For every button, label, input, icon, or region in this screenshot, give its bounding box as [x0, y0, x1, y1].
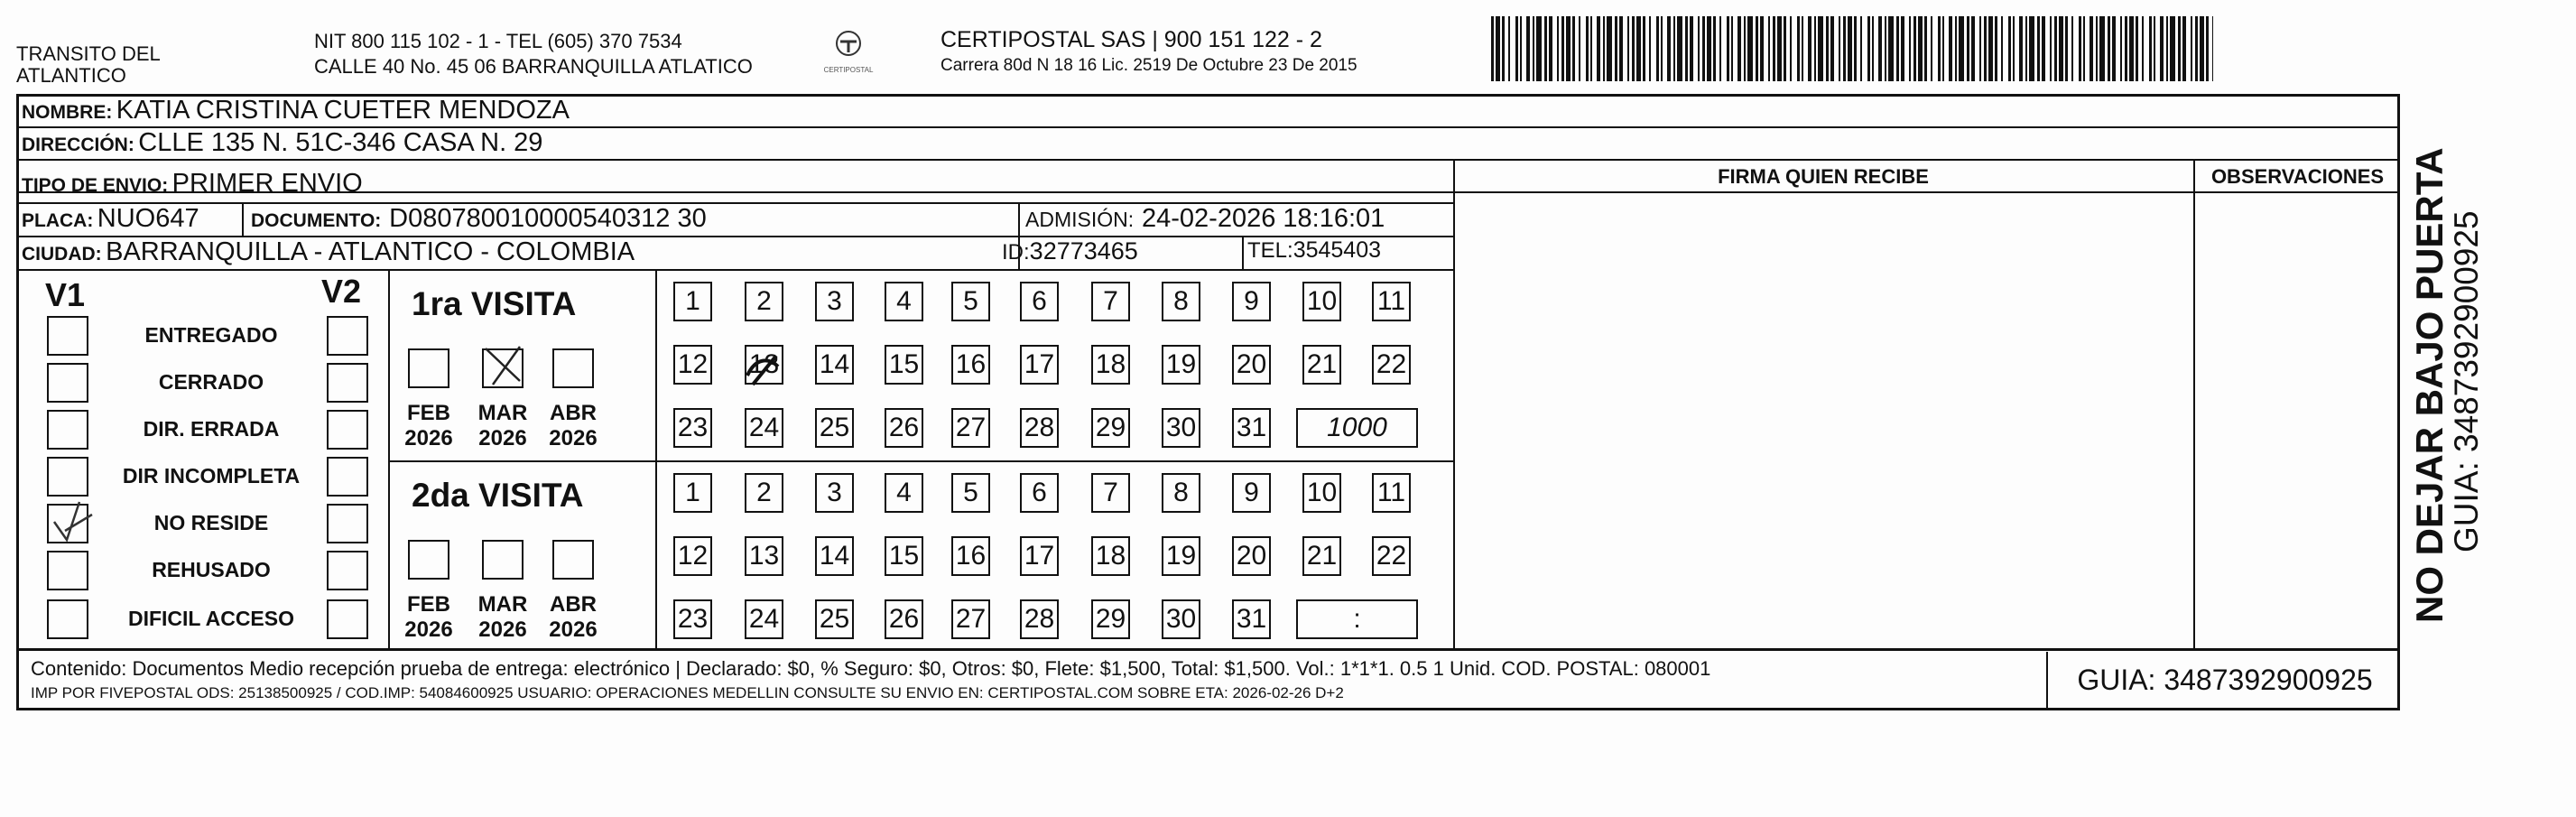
day-box[interactable]: 20	[1232, 345, 1271, 385]
day-box[interactable]: 28	[1020, 599, 1059, 639]
status-label: REHUSADO	[152, 558, 271, 581]
day-box[interactable]: 12	[673, 536, 712, 576]
day-box[interactable]: 15	[885, 536, 923, 576]
day-box[interactable]: 14	[815, 536, 854, 576]
handwritten-day-mark	[742, 348, 787, 394]
day-box[interactable]: 7	[1091, 473, 1130, 513]
day-box[interactable]: 15	[885, 345, 923, 385]
day-box[interactable]: 16	[951, 345, 990, 385]
day-box[interactable]: 28	[1020, 408, 1059, 448]
day-box[interactable]: 24	[745, 408, 783, 448]
nombre-value: KATIA CRISTINA CUETER MENDOZA	[116, 96, 570, 125]
day-box[interactable]: 22	[1372, 345, 1411, 385]
status-v1-checkbox[interactable]	[47, 599, 88, 639]
day-box[interactable]: 13	[745, 536, 783, 576]
footer-print-line: IMP POR FIVEPOSTAL ODS: 25138500925 / COD.IMP: 54084600925 USUARIO: OPERACIONES MEDELLIN CONSULTE SU ENVIO EN: CERTIPOSTAL.COM SOBRE ETA: 2026-02-26 D+2	[31, 684, 1344, 701]
status-label: ENTREGADO	[144, 323, 278, 347]
status-v1-checkbox[interactable]	[47, 551, 88, 590]
day-box[interactable]: 27	[951, 599, 990, 639]
day-box[interactable]: 30	[1162, 408, 1200, 448]
month-label: MAR 2026	[477, 401, 528, 450]
day-box[interactable]: 2	[745, 282, 783, 321]
ciudad-row	[22, 237, 635, 267]
status-v2-checkbox[interactable]	[327, 599, 368, 639]
day-box[interactable]: 5	[951, 282, 990, 321]
day-box[interactable]: 25	[815, 408, 854, 448]
day-box[interactable]: 23	[673, 599, 712, 639]
placa-value: NUO647	[97, 204, 199, 233]
admision-label: ADMISIÓN:	[1025, 208, 1135, 231]
day-box[interactable]: 30	[1162, 599, 1200, 639]
time-box[interactable]: 1000	[1296, 408, 1418, 448]
svg-text:CERTIPOSTAL: CERTIPOSTAL	[823, 66, 874, 74]
documento-label: DOCUMENTO:	[251, 210, 382, 231]
month-checkbox[interactable]	[552, 540, 594, 580]
day-box[interactable]: 10	[1302, 473, 1341, 513]
direccion-row	[22, 128, 542, 158]
placa-label: PLACA:	[22, 210, 94, 231]
visit-title: 1ra VISITA	[412, 285, 577, 322]
id-value: 32773465	[1029, 237, 1138, 265]
sender-address-line: CALLE 40 No. 45 06 BARRANQUILLA ATLATICO	[314, 55, 753, 78]
day-box[interactable]: 19	[1162, 536, 1200, 576]
day-box[interactable]: 12	[673, 345, 712, 385]
day-box[interactable]: 1	[673, 282, 712, 321]
day-box[interactable]: 2	[745, 473, 783, 513]
guia-number: GUIA: 3487392900925	[2046, 652, 2402, 708]
day-box[interactable]: 31	[1232, 408, 1271, 448]
status-label: DIFICIL ACCESO	[127, 607, 294, 630]
status-v2-checkbox[interactable]	[327, 504, 368, 543]
day-box[interactable]: 29	[1091, 599, 1130, 639]
status-label: DIR INCOMPLETA	[122, 464, 301, 487]
status-v1-checkbox[interactable]	[47, 410, 88, 450]
day-box[interactable]: 31	[1232, 599, 1271, 639]
status-v2-checkbox[interactable]	[327, 410, 368, 450]
status-label: DIR. ERRADA	[143, 417, 280, 441]
admision-value: 24-02-2026 18:16:01	[1142, 204, 1385, 233]
day-box[interactable]: 21	[1302, 536, 1341, 576]
day-box[interactable]: 17	[1020, 345, 1059, 385]
company-line-2: Carrera 80d N 18 16 Lic. 2519 De Octubre 23 De 2015	[941, 56, 1357, 75]
no-dejar-bajo-puerta-text: NO DEJAR BAJO PUERTA	[2408, 147, 2451, 623]
day-box[interactable]: 11	[1372, 473, 1411, 513]
day-box[interactable]: 9	[1232, 473, 1271, 513]
day-box[interactable]: 23	[673, 408, 712, 448]
month-checkbox[interactable]	[552, 348, 594, 388]
day-box[interactable]: 10	[1302, 282, 1341, 321]
day-box[interactable]: 6	[1020, 282, 1059, 321]
admision-row	[1025, 204, 1385, 234]
day-box[interactable]: 9	[1232, 282, 1271, 321]
day-box[interactable]: 3	[815, 282, 854, 321]
firma-header: FIRMA QUIEN RECIBE	[1718, 165, 1929, 188]
status-v2-checkbox[interactable]	[327, 363, 368, 403]
day-box[interactable]: 5	[951, 473, 990, 513]
status-v1-checkbox[interactable]	[47, 316, 88, 356]
month-label: FEB 2026	[404, 401, 453, 450]
observaciones-header: OBSERVACIONES	[2210, 165, 2385, 188]
month-label: ABR 2026	[549, 592, 598, 642]
day-box[interactable]: 13	[745, 345, 783, 385]
day-box[interactable]: 17	[1020, 536, 1059, 576]
status-v1-checkbox[interactable]	[47, 363, 88, 403]
documento-row	[251, 204, 707, 234]
documento-value: D080780010000540312 30	[389, 204, 707, 233]
day-box[interactable]: 27	[951, 408, 990, 448]
tipo-envio-row	[22, 169, 363, 199]
day-box[interactable]: 4	[885, 282, 923, 321]
visit-title: 2da VISITA	[412, 477, 584, 514]
month-checkbox[interactable]	[408, 540, 449, 580]
month-label: MAR 2026	[477, 592, 528, 642]
day-box[interactable]: 7	[1091, 282, 1130, 321]
tipo-envio-label: TIPO DE ENVIO:	[22, 175, 169, 196]
status-v2-checkbox[interactable]	[327, 316, 368, 356]
month-checkbox[interactable]	[482, 540, 524, 580]
day-box[interactable]: 18	[1091, 536, 1130, 576]
day-box[interactable]: 22	[1372, 536, 1411, 576]
nombre-row	[22, 96, 570, 125]
month-label: ABR 2026	[549, 401, 598, 450]
day-box[interactable]: 6	[1020, 473, 1059, 513]
day-box[interactable]: 20	[1232, 536, 1271, 576]
sender-name: TRANSITO DEL ATLANTICO	[16, 42, 161, 87]
day-box[interactable]: 11	[1372, 282, 1411, 321]
month-label: FEB 2026	[404, 592, 453, 642]
v1-label: V1	[45, 276, 86, 313]
ciudad-value: BARRANQUILLA - ATLANTICO - COLOMBIA	[106, 237, 635, 266]
handwritten-check-mark	[47, 495, 101, 549]
direccion-value: CLLE 135 N. 51C-346 CASA N. 29	[138, 128, 543, 157]
day-box[interactable]: 26	[885, 408, 923, 448]
day-box[interactable]: 18	[1091, 345, 1130, 385]
time-box[interactable]: :	[1296, 599, 1418, 639]
tipo-envio-value: PRIMER ENVIO	[171, 169, 363, 198]
day-box[interactable]: 8	[1162, 282, 1200, 321]
month-checkbox[interactable]	[408, 348, 449, 388]
status-v1-checkbox[interactable]	[47, 457, 88, 497]
barcode	[1491, 16, 2213, 81]
ciudad-label: CIUDAD:	[22, 244, 102, 265]
side-guia-text: GUIA: 3487392900925	[2448, 210, 2485, 552]
day-box[interactable]: 16	[951, 536, 990, 576]
status-label: NO RESIDE	[153, 511, 269, 534]
direccion-label: DIRECCIÓN:	[22, 135, 134, 155]
placa-row	[22, 204, 199, 234]
day-box[interactable]: 29	[1091, 408, 1130, 448]
day-box[interactable]: 4	[885, 473, 923, 513]
day-box[interactable]: 3	[815, 473, 854, 513]
day-box[interactable]: 14	[815, 345, 854, 385]
footer-content-line: Contenido: Documentos Medio recepción prueba de entrega: electrónico | Declarado: $0, % Seguro: $0, Otros: $0, Flete: $1,500, Total: $1,500. Vol.: 1*1*1. 0.5 1 Unid. COD. POSTAL: 080001	[31, 657, 1711, 680]
day-box[interactable]: 8	[1162, 473, 1200, 513]
status-v2-checkbox[interactable]	[327, 457, 368, 497]
tel-value: 3545403	[1293, 237, 1382, 263]
status-label: CERRADO	[158, 370, 264, 394]
tel-label: TEL:	[1247, 238, 1293, 263]
day-box[interactable]: 26	[885, 599, 923, 639]
day-box[interactable]: 1	[673, 473, 712, 513]
id-row	[1002, 237, 1138, 265]
tel-row	[1247, 237, 1381, 264]
day-box[interactable]: 24	[745, 599, 783, 639]
day-box[interactable]: 19	[1162, 345, 1200, 385]
status-v2-checkbox[interactable]	[327, 551, 368, 590]
id-label: ID:	[1002, 240, 1030, 265]
handwritten-month-mark	[477, 338, 531, 392]
company-line-1: CERTIPOSTAL SAS | 900 151 122 - 2	[941, 27, 1322, 52]
day-box[interactable]: 21	[1302, 345, 1341, 385]
sender-nit-line: NIT 800 115 102 - 1 - TEL (605) 370 7534	[314, 30, 682, 52]
nombre-label: NOMBRE:	[22, 102, 113, 123]
day-box[interactable]: 25	[815, 599, 854, 639]
certipostal-logo-icon	[817, 25, 880, 79]
v2-label: V2	[321, 273, 362, 310]
